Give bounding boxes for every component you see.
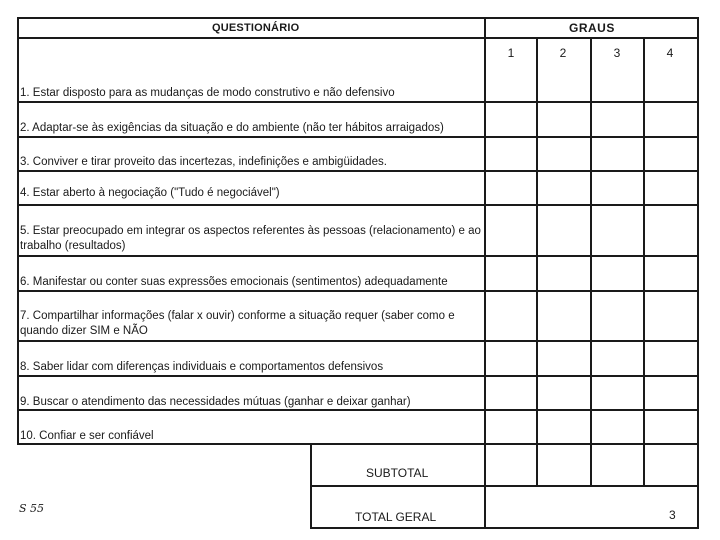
row-divider <box>17 255 699 257</box>
grade-column-divider <box>536 37 538 486</box>
footer-left-border <box>310 443 312 528</box>
page-number: 3 <box>669 508 676 522</box>
row-divider <box>17 101 699 103</box>
question-item: 2. Adaptar-se às exigências da situação e do ambiente (não ter hábitos arraigados) <box>20 122 444 134</box>
table-right-border <box>697 17 699 528</box>
signature-code: S 55 <box>19 502 45 515</box>
question-item: 5. Estar preocupado em integrar os aspectos referentes às pessoas (relacionamento) e ao trabalho (resultados) <box>20 225 481 252</box>
grade-header-2: 2 <box>559 46 567 60</box>
question-item: 10. Confiar e ser confiável <box>20 430 154 442</box>
grade-column-divider <box>643 37 645 486</box>
row-divider <box>17 375 699 377</box>
grade-header-4: 4 <box>666 46 674 60</box>
grade-column-divider <box>590 37 592 486</box>
grade-header-1: 1 <box>507 46 515 60</box>
grades-column-divider <box>484 17 486 528</box>
row-divider <box>17 170 699 172</box>
total-geral-label: TOTAL GERAL <box>355 510 437 524</box>
header-divider <box>17 37 699 39</box>
table-left-border <box>17 17 19 444</box>
question-item: 1. Estar disposto para as mudanças de modo construtivo e não defensivo <box>20 87 395 99</box>
subtotal-divider <box>310 485 699 487</box>
question-item: 4. Estar aberto à negociação ("Tudo é negociável") <box>20 187 280 199</box>
row-divider <box>17 204 699 206</box>
footer-bottom-border <box>310 527 699 529</box>
page-title: QUESTIONÁRIO <box>212 22 300 34</box>
grade-header-3: 3 <box>613 46 621 60</box>
table-top-border <box>17 17 699 19</box>
subtotal-label: SUBTOTAL <box>366 466 429 480</box>
row-divider <box>17 340 699 342</box>
row-divider <box>17 136 699 138</box>
question-item: 8. Saber lidar com diferenças individuais e comportamentos defensivos <box>20 361 384 373</box>
question-item: 9. Buscar o atendimento das necessidades mútuas (ganhar e deixar ganhar) <box>20 396 411 408</box>
question-item: 6. Manifestar ou conter suas expressões emocionais (sentimentos) adequadamente <box>20 276 448 288</box>
row-divider <box>17 290 699 292</box>
graus-header: GRAUS <box>569 21 615 35</box>
question-item: 3. Conviver e tirar proveito das incertezas, indefinições e ambigüidades. <box>20 156 387 168</box>
question-item: 7. Compartilhar informações (falar x ouvir) conforme a situação requer (saber como e quando dizer SIM e NÃO <box>20 310 455 337</box>
